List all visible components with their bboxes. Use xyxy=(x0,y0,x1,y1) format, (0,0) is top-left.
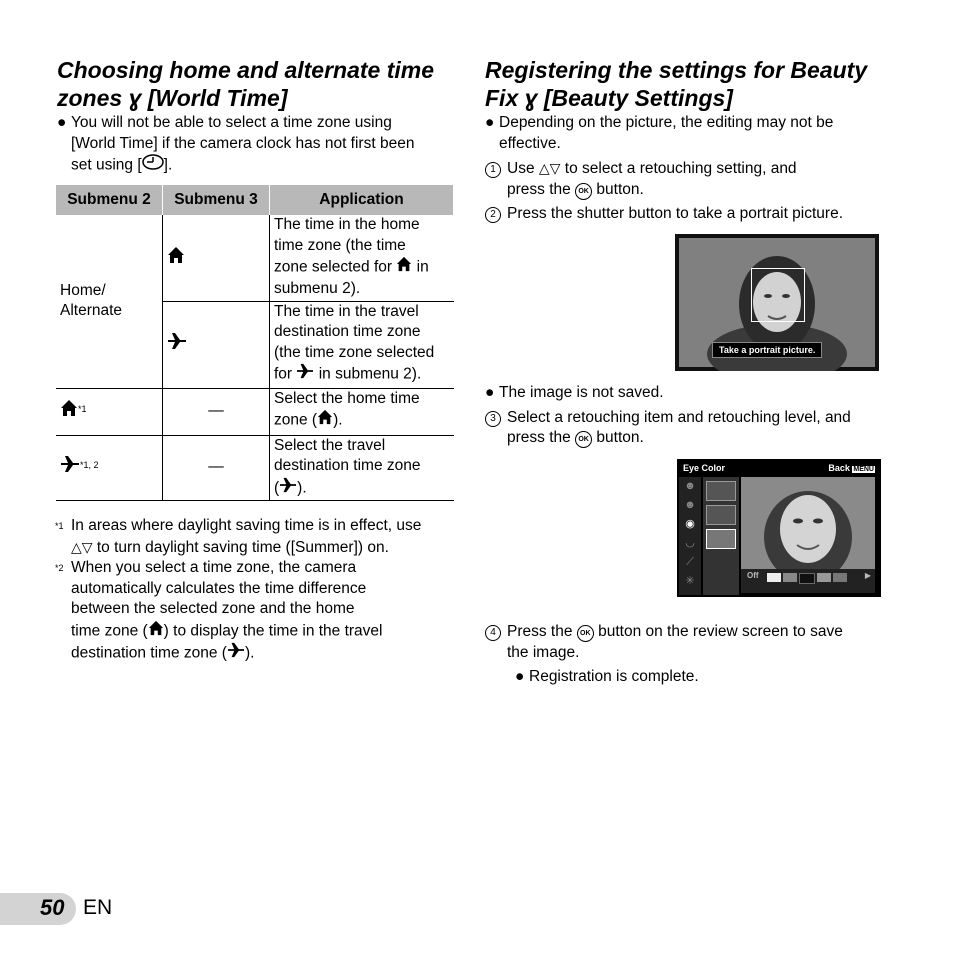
screen-caption: Take a portrait picture. xyxy=(712,342,822,358)
bullet-icon: ● xyxy=(57,114,67,131)
table-row: $^{*1, 2}$ — Select the travel destination time zone ( ). xyxy=(56,435,454,500)
level-bar[interactable] xyxy=(741,569,875,593)
step-number: 3 xyxy=(485,411,501,427)
up-arrow-icon: △ xyxy=(538,160,550,176)
scene-mode-icon: ɣ xyxy=(128,85,142,111)
level-off-label: Off xyxy=(747,571,759,580)
left-title-line1: Choosing home and alternate time xyxy=(57,57,434,83)
bullet-icon: ● xyxy=(515,668,525,685)
option-column xyxy=(703,477,739,595)
face-detect-frame xyxy=(751,268,805,322)
face-icon: ☻ xyxy=(684,480,696,492)
lips-icon: ◡ xyxy=(685,537,695,549)
left-title-suffix: [World Time] xyxy=(147,85,288,111)
page-number-tab xyxy=(0,893,76,925)
table-row: Home/ Alternate The time in the home time zone (the time zone selected for in submenu 2). xyxy=(56,215,454,301)
level-swatch[interactable] xyxy=(817,573,831,582)
airplane-icon xyxy=(167,332,187,357)
bullet-icon: ● xyxy=(485,384,495,401)
level-swatch[interactable] xyxy=(833,573,847,582)
footnotes: *1 In areas where daylight saving time is in effect, use △▽ to turn daylight saving time ([Summer]) on. *2 When you select a time zone, the camera automatically calculates the time difference between the selected zone and the home time zone ( ) to display the time in the travel destination time zone ( ). xyxy=(55,516,465,665)
scene-mode-icon: ɣ xyxy=(524,85,538,111)
camera-screen-beauty xyxy=(677,459,881,597)
ok-button-icon: OK xyxy=(575,431,592,448)
level-swatch[interactable] xyxy=(783,573,797,582)
eye-icon: ◉ xyxy=(685,518,695,530)
ok-button-icon: OK xyxy=(577,625,594,642)
ok-button-icon: OK xyxy=(575,183,592,200)
airplane-icon xyxy=(60,455,80,480)
level-swatch[interactable] xyxy=(799,573,815,584)
menu-icon: MENU xyxy=(853,466,874,473)
beauty-photo xyxy=(741,477,875,569)
table-row: $^{*1}$ — Select the home time zone ( ). xyxy=(56,388,454,435)
up-arrow-icon: △ xyxy=(71,538,82,555)
screen-title: Eye Color xyxy=(683,463,726,473)
eye-option-icon[interactable] xyxy=(706,481,736,501)
step-number: 4 xyxy=(485,625,501,641)
down-arrow-icon: ▽ xyxy=(81,538,93,555)
language-label: EN xyxy=(83,896,113,919)
home-alternate-cell: Home/ Alternate xyxy=(56,215,163,388)
bullet-icon: ● xyxy=(485,114,495,131)
airplane-icon xyxy=(279,477,297,500)
page-number: 50 xyxy=(40,895,65,920)
home-icon xyxy=(317,409,333,432)
world-time-table xyxy=(56,185,454,501)
eye-option-icon[interactable] xyxy=(706,529,736,549)
sparkle-icon: ✳ xyxy=(685,575,695,587)
clock-icon xyxy=(142,154,164,177)
camera-screen-portrait xyxy=(675,234,879,371)
face-icon: ☻ xyxy=(684,499,696,511)
home-icon xyxy=(60,399,78,424)
level-swatch[interactable] xyxy=(767,573,781,582)
left-note: ● You will not be able to select a time zone using [World Time] if the camera clock has not first been set using [ ]. xyxy=(57,113,457,177)
left-title-line2: zones xyxy=(57,85,123,111)
right-title: Registering the settings for Beauty Fix ɣ [Beauty Settings] xyxy=(485,57,868,111)
right-body-bottom: 4 Press the OK button on the review screen to save the image. ● Registration is complete. xyxy=(485,622,905,688)
right-body-mid: ● The image is not saved. 3 Select a retouching item and retouching level, and press the OK button. xyxy=(485,384,851,446)
down-arrow-icon: ▽ xyxy=(549,160,561,176)
step-number: 1 xyxy=(485,162,501,178)
brush-icon: ⟋ xyxy=(686,556,694,568)
home-icon xyxy=(167,246,185,271)
eye-option-icon[interactable] xyxy=(706,505,736,525)
retouch-sidebar xyxy=(679,477,701,595)
airplane-icon xyxy=(227,642,245,665)
table-header: Submenu 2 Submenu 3 Application xyxy=(56,185,454,215)
back-label: Back xyxy=(828,463,850,473)
right-body-top: ● Depending on the picture, the editing may not be effective. 1 Use △▽ to select a retouching setting, and press the OK button. 2 Press the shutter button to take a portrait picture. xyxy=(485,114,844,222)
home-icon xyxy=(148,620,164,643)
chevron-right-icon[interactable]: ▶ xyxy=(864,571,871,580)
left-title xyxy=(57,56,467,112)
table-row: The time in the travel destination time zone (the time zone selected for in submenu 2). xyxy=(56,301,454,388)
step-number: 2 xyxy=(485,207,501,223)
home-icon xyxy=(396,256,412,279)
airplane-icon xyxy=(296,363,314,386)
